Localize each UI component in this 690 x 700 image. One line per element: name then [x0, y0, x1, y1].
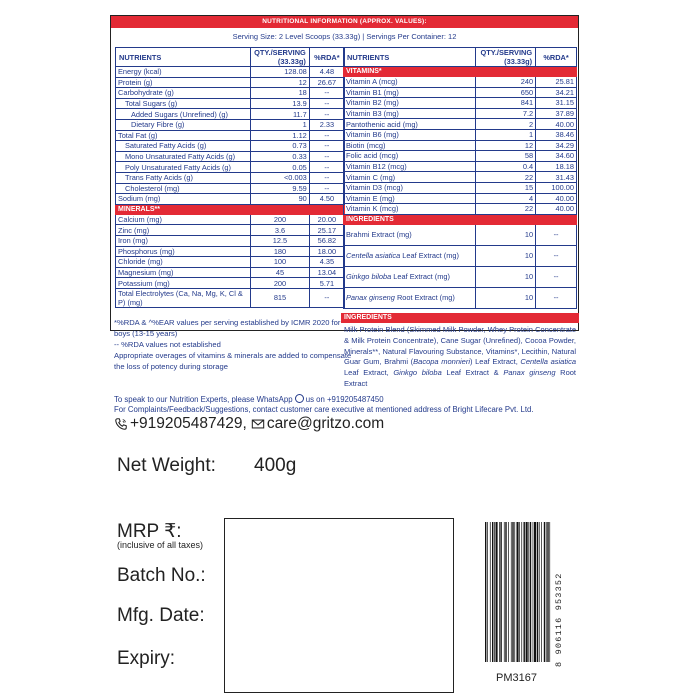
nutrient-rda: 31.43: [536, 172, 577, 183]
nutrient-name: Zinc (mg): [116, 225, 251, 236]
barcode-bar: [530, 522, 531, 662]
herb-rda: --: [536, 224, 577, 245]
complaints-line: For Complaints/Feedback/Suggestions, contact customer care executive at mentioned address of Bright Lifecare Pvt. Ltd.: [114, 405, 534, 414]
expiry-label: Expiry:: [117, 648, 176, 669]
nutrient-rda: --: [309, 88, 344, 99]
herb-name: Centella asiatica Leaf Extract (mg): [344, 245, 476, 266]
nutrient-rda: --: [309, 172, 344, 183]
table-row: [116, 246, 345, 257]
minerals-section-row: [116, 204, 345, 214]
vitamins-heading: VITAMINS*: [344, 67, 577, 77]
ingredients-heading: INGREDIENTS: [341, 313, 579, 323]
barcode-bar: [528, 522, 529, 662]
nutrient-name: Poly Unsaturated Fatty Acids (g): [116, 162, 251, 173]
nutrient-name: Carbohydrate (g): [116, 88, 251, 99]
barcode-bar: [499, 522, 500, 662]
nutrient-qty: 22: [476, 172, 536, 183]
nutrient-name: Pantothenic acid (mg): [344, 119, 476, 130]
table-row: [344, 172, 577, 183]
nutrient-qty: 3.6: [251, 225, 310, 236]
nutrient-qty: 45: [251, 267, 310, 278]
nutrient-qty: 12: [476, 140, 536, 151]
mrp-label: MRP ₹:: [117, 521, 182, 542]
barcode-bar: [534, 522, 536, 662]
barcode-bar: [539, 522, 540, 662]
whatsapp-icon: [295, 394, 304, 403]
table-row: [344, 245, 577, 266]
col-nutrients: NUTRIENTS: [116, 48, 251, 67]
nutrient-rda: 31.15: [536, 98, 577, 109]
nutrient-qty: 18: [251, 88, 310, 99]
footnote-not-established: -- %RDA values not established: [114, 340, 221, 349]
table-row: [116, 214, 345, 225]
nutrient-name: Sodium (mg): [116, 194, 251, 205]
nutrient-rda: --: [309, 183, 344, 194]
barcode-bar: [485, 522, 486, 662]
table-row: [116, 194, 345, 205]
table-row: [344, 224, 577, 245]
herb-name: Panax ginseng Root Extract (mg): [344, 287, 476, 308]
nutrient-rda: 56.82: [309, 235, 344, 246]
nutrient-qty: 200: [251, 214, 310, 225]
product-code: PM3167: [496, 672, 537, 684]
herb-qty: 10: [476, 266, 536, 287]
footnotes: [114, 317, 354, 372]
barcode-bar: [512, 522, 513, 662]
nutrient-name: Potassium (mg): [116, 278, 251, 289]
table-row: [116, 88, 345, 99]
table-row: [116, 67, 345, 78]
table-row: [344, 98, 577, 109]
barcode-digits: 8 906116 953352: [554, 572, 564, 667]
barcode-bar: [541, 522, 542, 662]
mrp-tax-note: (inclusive of all taxes): [117, 540, 204, 550]
footnote-rda: *%RDA & ^%EAR values per serving established by ICMR 2020 for boys (13-15 years): [114, 318, 341, 338]
barcode-bar: [487, 522, 488, 662]
table-row: [344, 108, 577, 119]
nutrient-name: Iron (mg): [116, 235, 251, 246]
nutrient-name: Cholesterol (mg): [116, 183, 251, 194]
phone-icon: [114, 417, 128, 431]
nutrient-qty: 650: [476, 87, 536, 98]
nutrients-table-left: [115, 47, 345, 308]
barcode-bar: [490, 522, 491, 662]
barcode: [485, 522, 551, 662]
nutrient-rda: 100.00: [536, 182, 577, 193]
barcode-bar: [514, 522, 515, 662]
nutrient-name: Vitamin D3 (mcg): [344, 182, 476, 193]
nutrient-rda: --: [309, 162, 344, 173]
nutrient-rda: 4.50: [309, 194, 344, 205]
nutrient-qty: 0.73: [251, 141, 310, 152]
table-row: [116, 235, 345, 246]
nutrient-rda: 25.81: [536, 77, 577, 88]
herb-qty: 10: [476, 287, 536, 308]
nutrient-rda: 34.29: [536, 140, 577, 151]
nutrient-rda: 26.67: [309, 77, 344, 88]
table-row: [116, 98, 345, 109]
table-row: [116, 77, 345, 88]
nutrient-qty: 0.4: [476, 161, 536, 172]
email-icon: [251, 417, 265, 431]
barcode-bar: [517, 522, 519, 662]
table-row: [344, 193, 577, 204]
barcode-bar: [521, 522, 522, 662]
nutrient-qty: 100: [251, 257, 310, 268]
nutrient-name: Protein (g): [116, 77, 251, 88]
phone-number[interactable]: +919205487429,: [130, 415, 247, 432]
serving-info: Serving Size: 2 Level Scoops (33.33g) | Servings Per Container: 12: [232, 32, 457, 41]
table-row: [116, 109, 345, 120]
nutrition-title: NUTRITIONAL INFORMATION (APPROX. VALUES):: [111, 16, 578, 28]
nutrient-name: Vitamin B6 (mg): [344, 129, 476, 140]
nutrient-rda: 40.00: [536, 119, 577, 130]
herb-name: Brahmi Extract (mg): [344, 224, 476, 245]
nutrient-qty: 90: [251, 194, 310, 205]
col-rda: %RDA*: [309, 48, 344, 67]
table-row: [344, 87, 577, 98]
nutrient-qty: 0.33: [251, 151, 310, 162]
herb-qty: 10: [476, 224, 536, 245]
nutrient-qty: <0.003: [251, 172, 310, 183]
nutrient-rda: --: [309, 109, 344, 120]
minerals-heading: MINERALS**: [116, 204, 345, 214]
net-weight-value: 400g: [254, 455, 297, 476]
mfg-date-label: Mfg. Date:: [117, 605, 205, 626]
barcode-bar: [494, 522, 495, 662]
nutrient-rda: 4.35: [309, 257, 344, 268]
table-row: [116, 172, 345, 183]
nutrient-name: Energy (kcal): [116, 67, 251, 78]
nutrient-name: Mono Unsaturated Fatty Acids (g): [116, 151, 251, 162]
barcode-bar: [504, 522, 505, 662]
nutrient-rda: 25.17: [309, 225, 344, 236]
table-row: [344, 204, 577, 215]
herb-rda: --: [536, 245, 577, 266]
nutrient-name: Vitamin A (mcg): [344, 77, 476, 88]
nutrient-qty: 841: [476, 98, 536, 109]
nutrient-qty: 128.08: [251, 67, 310, 78]
net-weight-label: Net Weight:: [117, 455, 216, 476]
nutrient-qty: 180: [251, 246, 310, 257]
barcode-bar: [505, 522, 506, 662]
nutrient-rda: --: [309, 130, 344, 141]
nutrient-rda: --: [309, 288, 344, 307]
nutrient-name: Vitamin B12 (mcg): [344, 161, 476, 172]
table-header: [116, 48, 345, 67]
col-qty: QTY./SERVING (33.33g): [476, 48, 536, 67]
barcode-bar: [508, 522, 509, 662]
barcode-bar: [526, 522, 528, 662]
nutrient-rda: 20.00: [309, 214, 344, 225]
nutrient-rda: --: [309, 141, 344, 152]
nutrient-name: Vitamin E (mg): [344, 193, 476, 204]
herb-rda: --: [536, 266, 577, 287]
nutrient-rda: 18.18: [536, 161, 577, 172]
table-row: [116, 183, 345, 194]
herb-rda: --: [536, 287, 577, 308]
barcode-bar: [524, 522, 525, 662]
herb-name: Ginkgo biloba Leaf Extract (mg): [344, 266, 476, 287]
nutrient-qty: 12.5: [251, 235, 310, 246]
nutrient-name: Saturated Fatty Acids (g): [116, 141, 251, 152]
nutrient-name: Folic acid (mcg): [344, 151, 476, 162]
table-row: [116, 119, 345, 130]
nutrient-rda: 34.21: [536, 87, 577, 98]
barcode-bar: [533, 522, 534, 662]
nutrient-name: Trans Fatty Acids (g): [116, 172, 251, 183]
nutrient-name: Biotin (mcg): [344, 140, 476, 151]
barcode-bar: [549, 522, 550, 662]
nutrient-qty: 0.05: [251, 162, 310, 173]
nutrient-qty: 1: [251, 119, 310, 130]
nutrient-qty: 815: [251, 288, 310, 307]
nutrient-qty: 9.59: [251, 183, 310, 194]
nutrient-rda: 5.71: [309, 278, 344, 289]
nutrient-name: Added Sugars (Unrefined) (g): [116, 109, 251, 120]
nutrient-rda: 38.46: [536, 129, 577, 140]
nutrient-name: Magnesium (mg): [116, 267, 251, 278]
table-row: [344, 161, 577, 172]
nutrient-name: Vitamin B3 (mg): [344, 108, 476, 119]
whatsapp-line: To speak to our Nutrition Experts, please WhatsApp us on +919205487450: [114, 395, 384, 404]
barcode-bar: [500, 522, 501, 662]
nutrient-qty: 11.7: [251, 109, 310, 120]
table-row: [116, 257, 345, 268]
table-row: [344, 140, 577, 151]
herb-qty: 10: [476, 245, 536, 266]
barcode-bar: [537, 522, 538, 662]
print-area-box: [224, 518, 454, 693]
footnote-overages: Appropriate overages of vitamins & minerals are added to compensate the loss of potency during storage: [114, 351, 352, 371]
table-row: [344, 287, 577, 308]
nutrient-qty: 22: [476, 204, 536, 215]
nutrient-rda: 40.00: [536, 193, 577, 204]
nutrients-table-right: [343, 47, 577, 309]
barcode-bar: [547, 522, 548, 662]
table-row: [116, 162, 345, 173]
nutrient-qty: 12: [251, 77, 310, 88]
nutrient-name: Calcium (mg): [116, 214, 251, 225]
nutrient-rda: 2.33: [309, 119, 344, 130]
nutrient-rda: --: [309, 98, 344, 109]
nutrient-name: Vitamin K (mcg): [344, 204, 476, 215]
table-row: [116, 225, 345, 236]
table-row: [116, 151, 345, 162]
col-qty: QTY./SERVING (33.33g): [251, 48, 310, 67]
ingredients-section-row: [344, 214, 577, 224]
nutrient-name: Chloride (mg): [116, 257, 251, 268]
table-row: [344, 119, 577, 130]
barcode-bar: [546, 522, 547, 662]
table-row: [344, 77, 577, 88]
nutrient-name: Phosphorus (mg): [116, 246, 251, 257]
barcode-bar: [496, 522, 498, 662]
nutrient-name: Vitamin C (mg): [344, 172, 476, 183]
nutrient-qty: 15: [476, 182, 536, 193]
nutrient-rda: 18.00: [309, 246, 344, 257]
ingredients-table-heading: INGREDIENTS: [344, 214, 577, 224]
nutrient-rda: 37.89: [536, 108, 577, 119]
nutrient-qty: 4: [476, 193, 536, 204]
col-nutrients: NUTRIENTS: [344, 48, 476, 67]
col-rda: %RDA*: [536, 48, 577, 67]
nutrient-qty: 7.2: [476, 108, 536, 119]
vitamins-section-row: [344, 67, 577, 77]
barcode-bar: [519, 522, 520, 662]
table-row: [344, 266, 577, 287]
table-row: [344, 151, 577, 162]
table-row: [116, 267, 345, 278]
nutrient-qty: 1: [476, 129, 536, 140]
table-header: [344, 48, 577, 67]
table-row: [116, 278, 345, 289]
nutrient-name: Total Fat (g): [116, 130, 251, 141]
nutrient-qty: 240: [476, 77, 536, 88]
barcode-bar: [511, 522, 512, 662]
nutrient-rda: 40.00: [536, 204, 577, 215]
nutrient-rda: 13.04: [309, 267, 344, 278]
table-row: [116, 130, 345, 141]
nutrient-qty: 58: [476, 151, 536, 162]
nutrient-name: Vitamin B2 (mg): [344, 98, 476, 109]
nutrient-name: Vitamin B1 (mg): [344, 87, 476, 98]
barcode-bar: [492, 522, 493, 662]
nutrient-qty: 1.12: [251, 130, 310, 141]
nutrient-qty: 13.9: [251, 98, 310, 109]
barcode-bar: [544, 522, 545, 662]
table-row: [344, 129, 577, 140]
nutrient-rda: 4.48: [309, 67, 344, 78]
ingredients-text: Milk Protein Blend (Skimmed Milk Powder, Whey Protein Concentrate & Milk Protein Concentrate), Cane Sugar (Unrefined), Cocoa Powder, Minerals**, Natural Flavouring Substance, Vitamins*, Lecithin, Natural Guar Gum, Brahmi (Bacopa monnieri) Leaf Extract, Centella asiatica Leaf Extract, Ginkgo biloba Leaf Extract & Panax ginseng Root Extract: [344, 325, 577, 388]
nutrition-panel: [110, 15, 579, 331]
contact-details: [114, 415, 384, 433]
table-row: [116, 288, 345, 307]
nutrient-name: Total Electrolytes (Ca, Na, Mg, K, Cl & P) (mg): [116, 288, 251, 307]
table-row: [344, 182, 577, 193]
nutrient-name: Dietary Fibre (g): [116, 119, 251, 130]
nutrient-qty: 2: [476, 119, 536, 130]
nutrient-rda: 34.60: [536, 151, 577, 162]
email-address[interactable]: care@gritzo.com: [266, 415, 385, 432]
table-row: [116, 141, 345, 152]
nutrient-qty: 200: [251, 278, 310, 289]
nutrient-name: Total Sugars (g): [116, 98, 251, 109]
batch-label: Batch No.:: [117, 565, 206, 586]
nutrient-rda: --: [309, 151, 344, 162]
